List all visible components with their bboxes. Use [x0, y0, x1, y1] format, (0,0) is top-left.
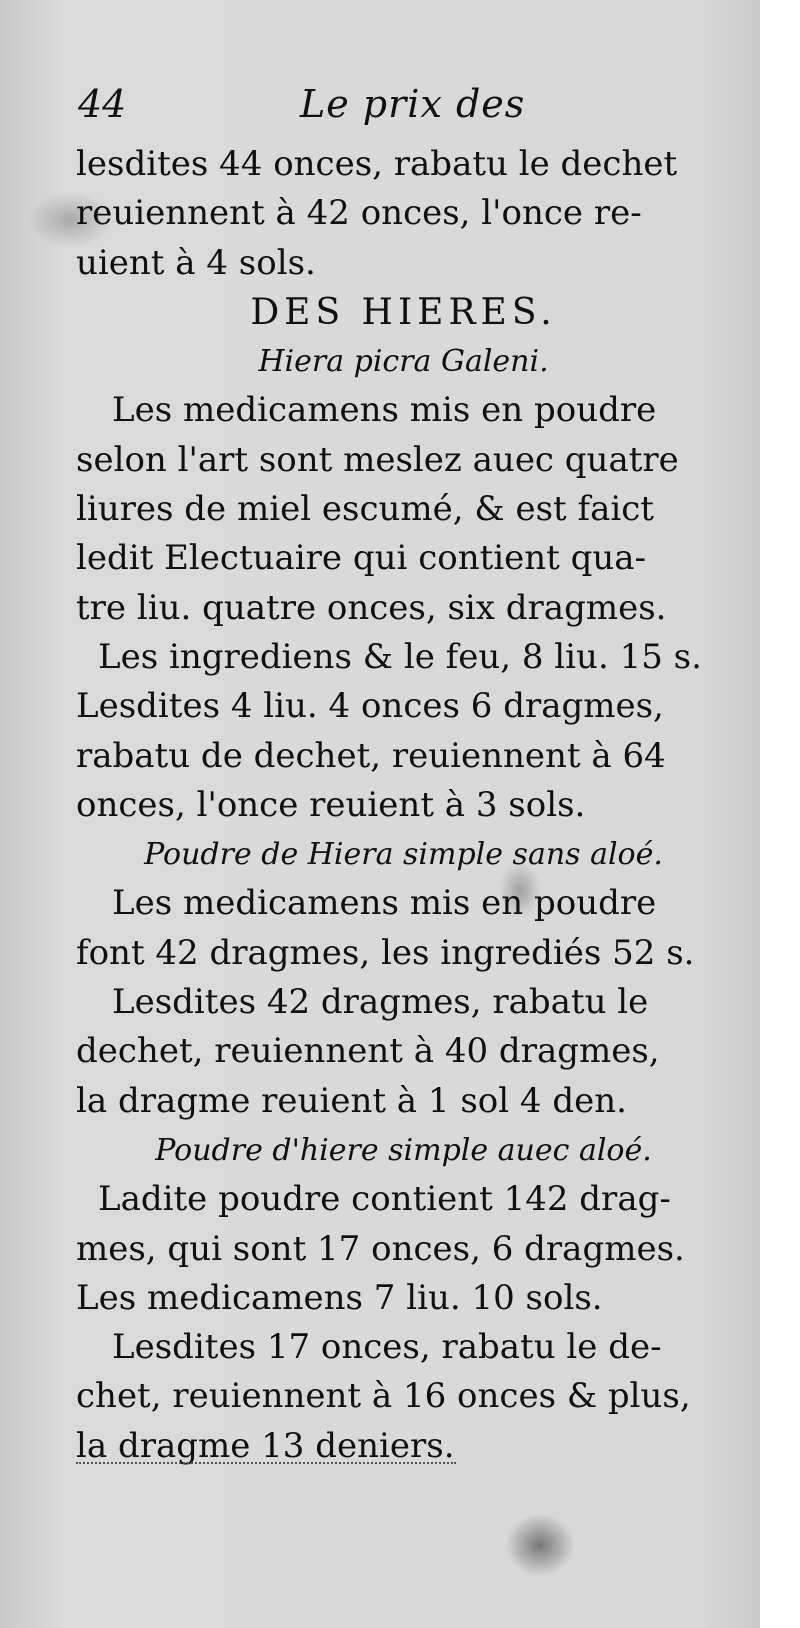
text-line: font 42 dragmes, les ingrediés 52 s. — [76, 932, 695, 973]
recipe-title: Hiera picra Galeni. — [258, 344, 549, 380]
text-line: Lesdites 17 onces, rabatu le de- — [112, 1327, 662, 1368]
text-line: onces, l'once reuient à 3 sols. — [76, 784, 586, 825]
section-heading: DES HIERES. — [250, 291, 557, 333]
text-line: lesdites 44 onces, rabatu le dechet — [76, 144, 678, 184]
text-line: la dragme 13 deniers. — [76, 1425, 455, 1466]
text-line: dechet, reuiennent à 40 dragmes, — [76, 1031, 660, 1072]
text-line: Les ingrediens & le feu, 8 liu. 15 s. — [98, 636, 702, 677]
text-line: reuiennent à 42 onces, l'once re- — [76, 193, 642, 234]
text-line: Les medicamens mis en poudre — [112, 390, 657, 431]
text-line: chet, reuiennent à 16 onces & plus, — [76, 1376, 691, 1417]
page-header — [78, 82, 718, 142]
text-line: Lesdites 4 liu. 4 onces 6 dragmes, — [76, 686, 664, 727]
text-line: Lesdites 42 dragmes, rabatu le — [112, 982, 649, 1023]
recipe-title: Poudre de Hiera simple sans aloé. — [144, 837, 663, 873]
page-number: 44 — [78, 82, 127, 126]
text-line: Les medicamens 7 liu. 10 sols. — [76, 1277, 603, 1318]
dotted-rule — [76, 1462, 456, 1464]
text-line: mes, qui sont 17 onces, 6 dragmes. — [76, 1228, 685, 1269]
page-edge — [760, 0, 780, 1628]
text-line: rabatu de dechet, reuiennent à 64 — [76, 735, 666, 776]
text-line: selon l'art sont meslez auec quatre — [76, 439, 679, 480]
text-line: ledit Electuaire qui contient qua- — [76, 538, 647, 579]
running-head: Le prix des — [300, 82, 526, 126]
text-line: liures de miel escumé, & est faict — [76, 489, 654, 530]
text-line: tre liu. quatre onces, six dragmes. — [76, 587, 667, 628]
text-line: uient à 4 sols. — [76, 242, 316, 283]
text-line: Les medicamens mis en poudre — [112, 883, 657, 924]
text-line: Ladite poudre contient 142 drag- — [98, 1179, 671, 1220]
body-text — [76, 140, 731, 1471]
recipe-title: Poudre d'hiere simple auec aloé. — [155, 1132, 652, 1168]
text-line: la dragme reuient à 1 sol 4 den. — [76, 1080, 627, 1121]
